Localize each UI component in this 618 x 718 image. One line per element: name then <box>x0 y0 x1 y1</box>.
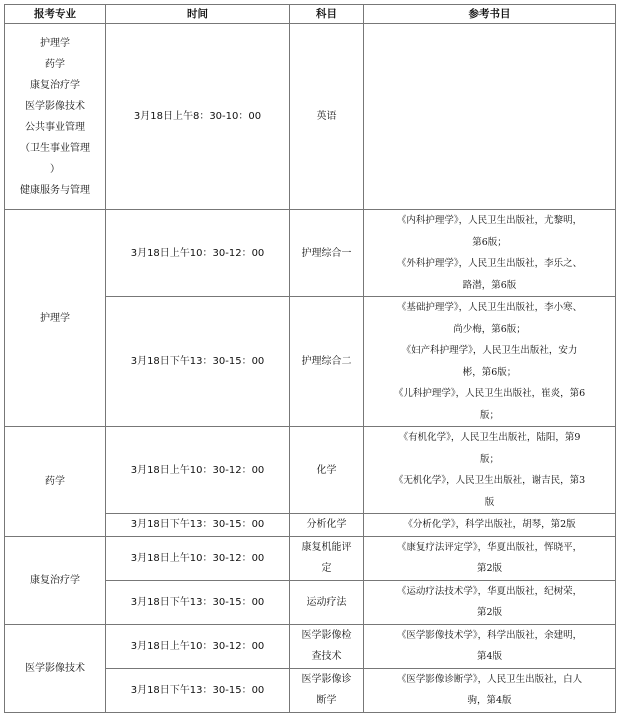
table-row <box>5 624 616 668</box>
major-name: （卫生事业管理 <box>20 142 90 154</box>
subject-cell <box>290 427 364 514</box>
subject-name: 护理综合二 <box>301 356 352 367</box>
book-line: 《外科护理学》，人民卫生出版社，李乐之、 <box>396 258 583 269</box>
book-line: 第2版 <box>476 563 503 574</box>
major-cell <box>5 427 106 537</box>
table-row <box>5 24 616 210</box>
book-line: 《妇产科护理学》，人民卫生出版社，安力 <box>401 345 578 356</box>
books-cell <box>364 210 616 297</box>
book-line: 版 <box>484 496 495 508</box>
time-cell: 3月18日上午8：30-10：00 <box>106 24 290 210</box>
book-line: 《医学影像诊断学》，人民卫生出版社，白人 <box>396 673 583 685</box>
subject-name: 医学影像检 <box>301 630 352 641</box>
subject-name: 化学 <box>316 464 337 476</box>
header-books: 参考书目 <box>364 5 616 24</box>
header-subject: 科目 <box>290 5 364 24</box>
subject-name: 分析化学 <box>306 519 347 531</box>
major-name: 康复治疗学 <box>30 79 80 91</box>
major-name: 护理学 <box>40 312 70 324</box>
subject-name: 医学影像诊 <box>301 674 352 685</box>
time-cell: 3月18日下午13：30-15：00 <box>106 580 290 624</box>
major-cell <box>5 210 106 427</box>
books-cell <box>364 668 616 712</box>
time-cell: 3月18日上午10：30-12：00 <box>106 536 290 580</box>
books-cell <box>364 514 616 537</box>
major-name: ） <box>50 163 60 175</box>
book-line: 第6版； <box>472 236 507 248</box>
header-row <box>5 5 616 24</box>
book-line: 《医学影像技术学》，科学出版社，余建明， <box>396 629 583 641</box>
subject-name: 护理综合一 <box>301 247 352 259</box>
book-line: 彬，第6版； <box>462 366 517 378</box>
book-line: 第4版 <box>476 651 503 662</box>
time-cell: 3月18日上午10：30-12：00 <box>106 624 290 668</box>
book-line: 《基础护理学》，人民卫生出版社，李小寒、 <box>396 302 583 313</box>
major-name: 医学影像技术 <box>25 662 85 674</box>
subject-cell <box>290 536 364 580</box>
subject-cell <box>290 514 364 537</box>
book-line: 《有机化学》，人民卫生出版社，陆阳，第9 <box>398 432 581 443</box>
major-name: 健康服务与管理 <box>20 184 90 196</box>
book-line: 《康复疗法评定学》，华夏出版社，恽晓平， <box>396 541 583 553</box>
book-line: 《无机化学》，人民卫生出版社，谢吉民，第3 <box>393 475 586 486</box>
time-cell: 3月18日上午10：30-12：00 <box>106 210 290 297</box>
books-cell <box>364 24 616 210</box>
subject-name: 查技术 <box>311 651 342 662</box>
major-name: 康复治疗学 <box>30 574 80 586</box>
major-name: 医学影像技术 <box>25 100 85 112</box>
book-line: 版； <box>479 409 499 421</box>
major-cell <box>5 24 106 210</box>
subject-cell <box>290 210 364 297</box>
time-cell: 3月18日上午10：30-12：00 <box>106 427 290 514</box>
book-line: 路潜，第6版 <box>462 279 517 291</box>
subject-cell <box>290 24 364 210</box>
major-name: 护理学 <box>40 37 70 49</box>
time-cell: 3月18日下午13：30-15：00 <box>106 668 290 712</box>
subject-cell <box>290 624 364 668</box>
subject-name: 运动疗法 <box>306 596 347 608</box>
books-cell <box>364 580 616 624</box>
time-cell: 3月18日下午13：30-15：00 <box>106 297 290 427</box>
subject-cell <box>290 580 364 624</box>
table-row <box>5 536 616 580</box>
book-line: 《儿科护理学》，人民卫生出版社，崔炎，第6 <box>393 388 586 399</box>
subject-name: 断学 <box>316 695 337 706</box>
books-cell <box>364 624 616 668</box>
time-cell: 3月18日下午13：30-15：00 <box>106 514 290 537</box>
subject-cell <box>290 668 364 712</box>
books-cell <box>364 536 616 580</box>
exam-schedule-table <box>4 4 616 713</box>
subject-name: 定 <box>321 563 332 574</box>
major-cell <box>5 624 106 712</box>
table-row <box>5 210 616 297</box>
book-line: 版； <box>479 453 499 465</box>
major-name: 公共事业管理 <box>25 121 85 133</box>
table-row <box>5 427 616 514</box>
subject-cell <box>290 297 364 427</box>
header-time: 时间 <box>106 5 290 24</box>
book-line: 《内科护理学》，人民卫生出版社，尤黎明， <box>396 215 583 226</box>
book-line: 《分析化学》，科学出版社，胡琴，第2版 <box>403 519 576 530</box>
major-cell <box>5 536 106 624</box>
subject-name: 康复机能评 <box>301 542 352 553</box>
books-cell <box>364 297 616 427</box>
book-line: 驹，第4版 <box>467 695 512 706</box>
book-line: 《运动疗法技术学》，华夏出版社，纪树荣， <box>396 585 583 597</box>
books-cell <box>364 427 616 514</box>
major-name: 药学 <box>45 475 65 487</box>
book-line: 尚少梅，第6版； <box>453 323 526 335</box>
header-major: 报考专业 <box>5 5 106 24</box>
book-line: 第2版 <box>476 607 503 618</box>
subject-name: 英语 <box>316 111 337 122</box>
major-name: 药学 <box>45 58 65 70</box>
